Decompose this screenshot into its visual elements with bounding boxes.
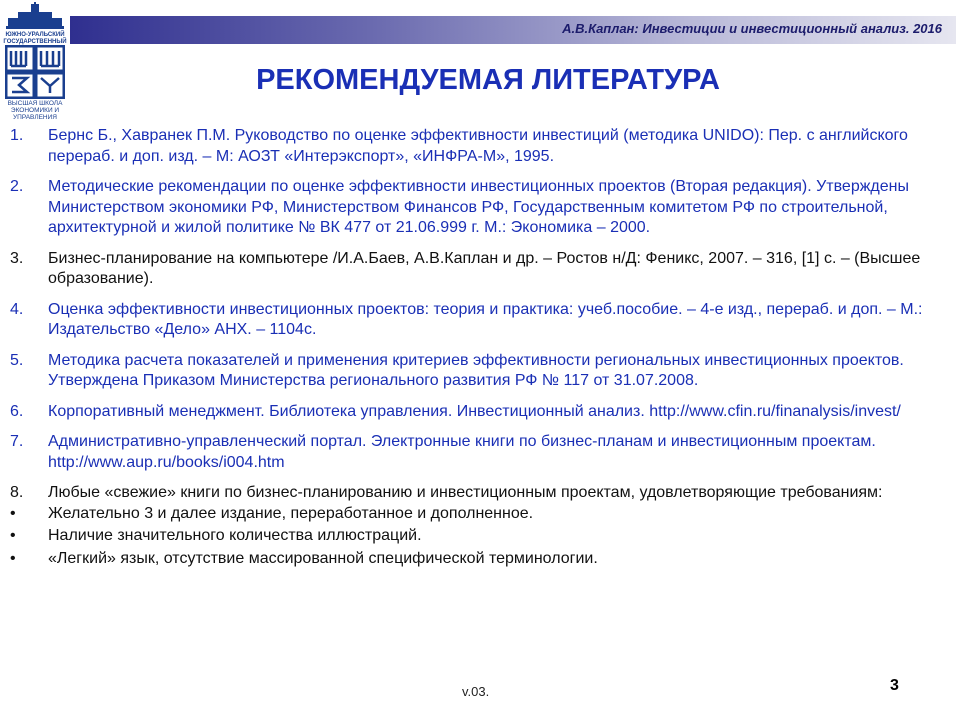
item-number: 8. [10, 484, 24, 501]
item-text: Административно-управленческий портал. Электронные книги по бизнес-планам и инвестиционным проектам. http://www.aup.ru/books/i004.htm [48, 433, 876, 471]
bullet-text: Наличие значительного количества иллюстраций. [48, 527, 422, 544]
bullet-mark: • [10, 504, 16, 522]
item-number: 5. [10, 351, 24, 369]
version-label: v.03. [462, 684, 490, 699]
item-number: 7. [10, 433, 24, 450]
item-number: 1. [10, 127, 24, 144]
list-item [10, 402, 940, 423]
item-text: Бернс Б., Хавранек П.М. Руководство по оценке эффективности инвестиций (методика UNIDO): Пер. с английского перераб. и доп. изд. – М: АОЗТ «Интерэкспорт», «ИНФРА-М», 1995. [48, 127, 908, 165]
bullet-item [10, 526, 940, 547]
logo-top-text: ЮЖНО-УРАЛЬСКИЙ ГОСУДАРСТВЕННЫЙ [3, 32, 67, 45]
header-text: А.В.Каплан: Инвестиции и инвестиционный анализ. 2016 [562, 21, 942, 36]
slide-title: РЕКОМЕНДУЕМАЯ ЛИТЕРАТУРА [256, 64, 720, 96]
item-number: 6. [10, 402, 24, 420]
item-text: Корпоративный менеджмент. Библиотека управления. Инвестиционный анализ. http://www.cfin.ru/finanalysis/invest/ [48, 402, 901, 420]
bullet-item [10, 504, 940, 525]
list-item [10, 351, 940, 392]
bullet-mark: • [10, 549, 16, 567]
logo-bottom-text: ВЫСШАЯ ШКОЛА ЭКОНОМИКИ И УПРАВЛЕНИЯ [7, 100, 63, 121]
bullet-text: Желательно 3 и далее издание, переработанное и дополненное. [48, 504, 534, 522]
item-number: 2. [10, 178, 24, 195]
list-item [10, 300, 940, 341]
logo-mark [5, 45, 65, 99]
list-item [10, 249, 940, 290]
header-bar [70, 16, 956, 44]
bullet-mark: • [10, 527, 16, 544]
page-number: 3 [890, 677, 899, 694]
university-logo [0, 0, 70, 121]
list-item [10, 177, 940, 239]
item-text: Методические рекомендации по оценке эффективности инвестиционных проектов (Вторая редакция). Утверждены Министерством экономики РФ, Министерством Финансов РФ, Государственным комитетом РФ по строительной, архитектурной и жилой политике № ВК 477 от 21.06.999 г. М.: Экономика – 2000. [48, 178, 909, 236]
bullet-text: «Легкий» язык, отсутствие массированной специфической терминологии. [48, 549, 598, 567]
list-item [10, 126, 940, 167]
list-item [10, 432, 940, 473]
item-text: Методика расчета показателей и применения критериев эффективности региональных инвестиционных проектов. Утверждена Приказом Министерства регионального развития РФ № 117 от 31.07.2008. [48, 351, 904, 389]
item-number: 3. [10, 249, 24, 267]
item-text: Оценка эффективности инвестиционных проектов: теория и практика: учеб.пособие. – 4-е изд., перераб. и доп. – М.: Издательство «Дело» АНХ. – 1104с. [48, 300, 923, 338]
bullet-item [10, 549, 940, 570]
building-icon [6, 2, 64, 32]
item-number: 4. [10, 300, 24, 318]
reference-list [10, 126, 940, 571]
list-item [10, 483, 940, 504]
item-text: Любые «свежие» книги по бизнес-планированию и инвестиционным проектам, удовлетворяющие требованиям: [48, 484, 883, 501]
item-text: Бизнес-планирование на компьютере /И.А.Баев, А.В.Каплан и др. – Ростов н/Д: Феникс, 2007. – 316, [1] с. – (Высшее образование). [48, 249, 921, 287]
